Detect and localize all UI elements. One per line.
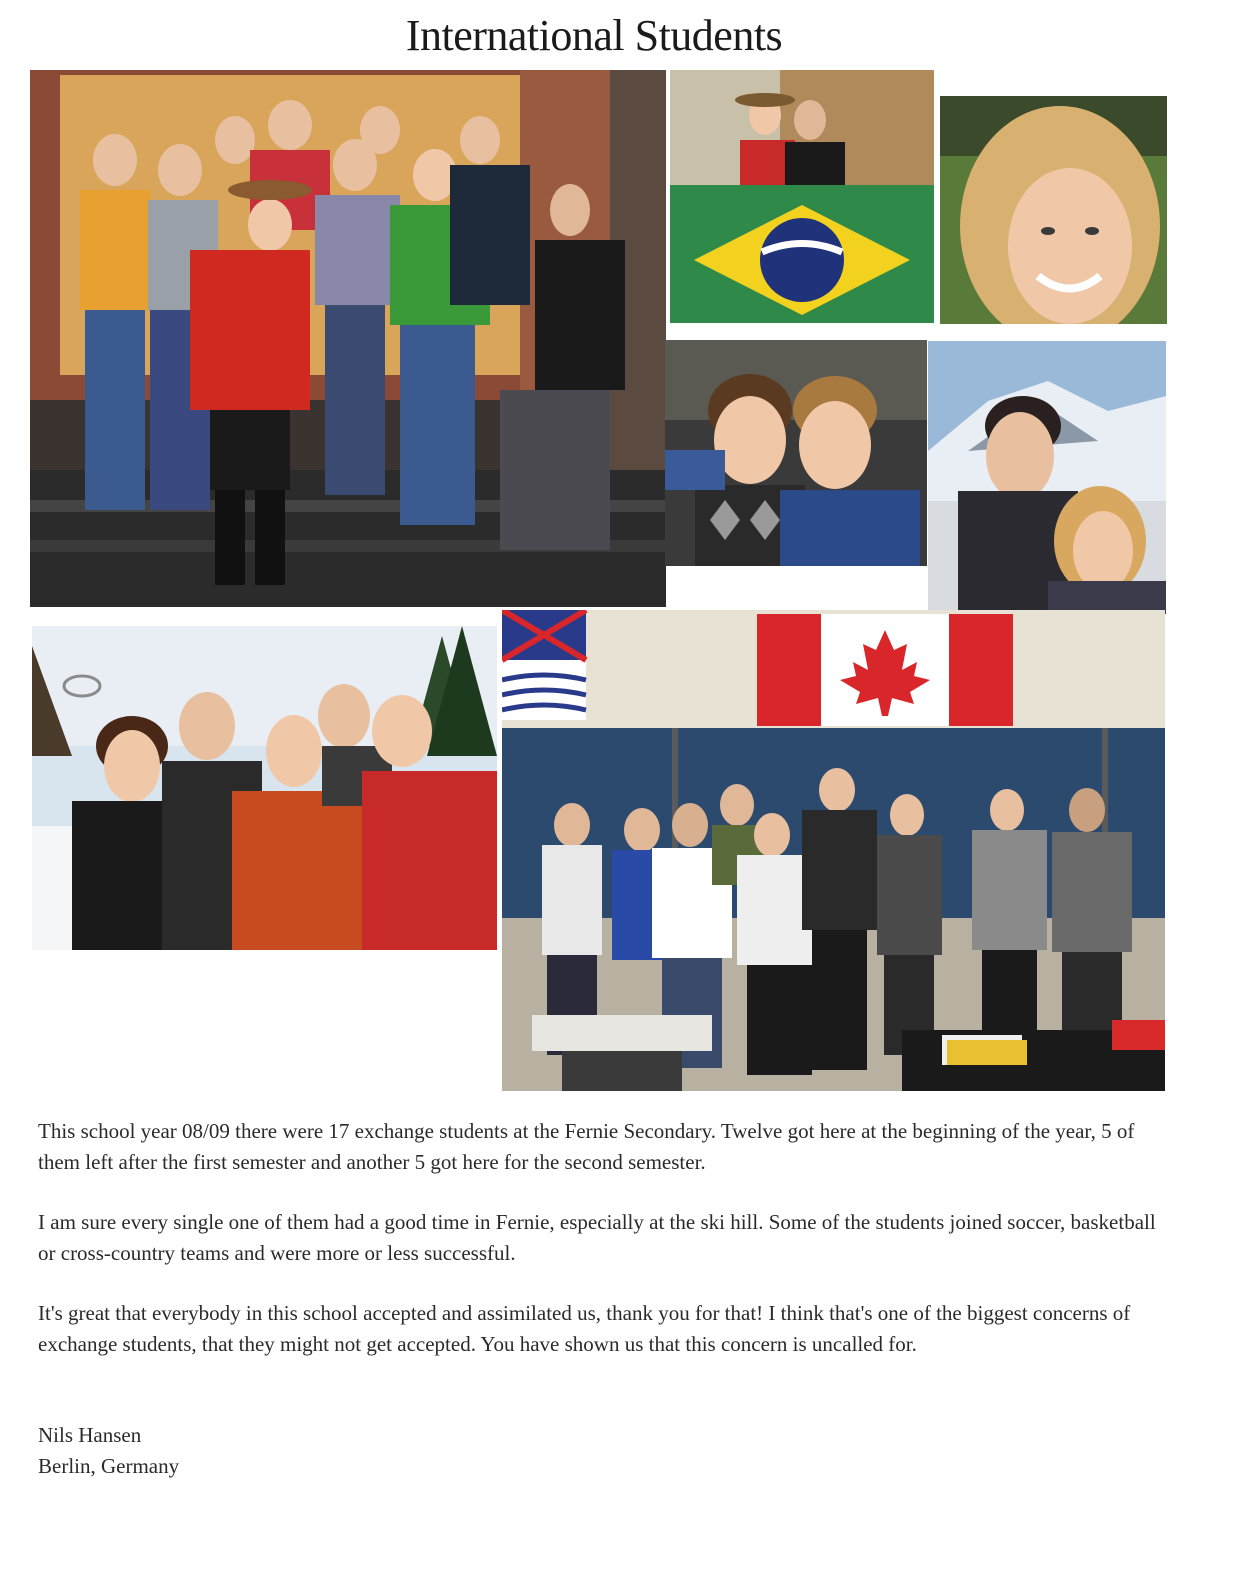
article-paragraph-1: This school year 08/09 there were 17 exchange students at the Fernie Secondary. Twelve got here at the beginning of the year, 5 of them left after the first semester and another 5 got here for the second semester. [38, 1119, 1135, 1174]
article-paragraph-2: I am sure every single one of them had a good time in Fernie, especially at the ski hill. Some of the students joined soccer, basketball or cross-country teams and were more or less successful. [38, 1210, 1156, 1265]
two-boys-photo [665, 340, 927, 566]
page-title: International Students [405, 11, 783, 60]
brazil-flag-photo [670, 70, 934, 323]
group-photo-mountie [30, 70, 666, 607]
article-paragraph-3: It's great that everybody in this school accepted and assimilated us, thank you for that! I think that's one of the biggest concerns of exchange students, that they might not get accepted. You have shown us that this concern is uncalled for. [38, 1301, 1131, 1356]
mountain-pair-photo [928, 341, 1166, 614]
girl-portrait-photo [940, 96, 1167, 324]
signature-location: Berlin, Germany [38, 1454, 180, 1478]
snow-group-photo [32, 626, 497, 950]
classroom-group-photo [502, 610, 1165, 1091]
article-body [38, 1116, 1168, 1389]
signature [38, 1420, 179, 1482]
signature-name: Nils Hansen [38, 1423, 142, 1447]
